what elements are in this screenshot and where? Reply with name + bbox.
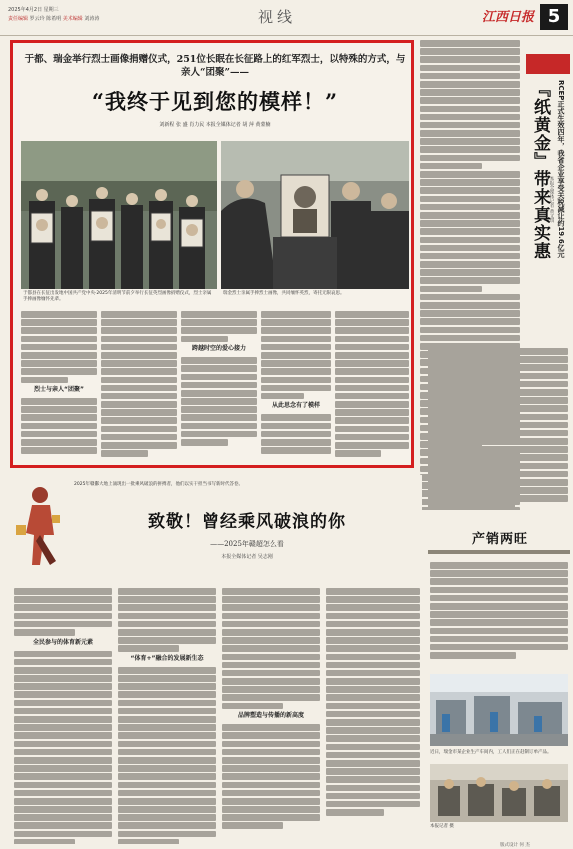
date-line: 2025年4月2日 星期三	[8, 7, 59, 13]
feature-subhead-3: 品牌塑造与传播的新高度	[237, 712, 304, 720]
lead-title: “我终于见到您的模样！”	[91, 89, 339, 114]
rcep-headline-strip	[526, 40, 570, 340]
lead-col-3	[181, 311, 257, 463]
rcep-byline: 本报全媒体记者 黄文琪	[549, 176, 554, 223]
rcep-title: 『纸黄金』带来真实惠	[530, 80, 550, 260]
feature-subhead-1: 全民参与的体育新元素	[32, 638, 93, 646]
chanxiao-intro	[430, 562, 568, 672]
banner-subtitle: ——2025年赣超怎么看	[210, 540, 284, 548]
masthead-meta	[8, 6, 99, 24]
art-editor-name: 刘涛涛	[84, 16, 100, 22]
banner-title: 致敬！曾经乘风破浪的你	[148, 512, 346, 532]
chanxiao-title: 产销两旺	[472, 532, 529, 547]
lead-subtitle: 于都、瑞金举行烈士画像捐赠仪式，251位长眠在长征路上的红军烈士，以特殊的方式，与亲人“团聚”——	[24, 54, 406, 78]
banner-byline: 本报全媒体记者 吴志刚	[221, 554, 273, 560]
chanxiao-divider	[428, 550, 570, 554]
rcep-col-right	[428, 348, 568, 516]
page-number: 5	[540, 4, 568, 30]
lead-subhead-2: 跨越时空的爱心接力	[191, 345, 246, 353]
feature-col-2	[118, 588, 216, 844]
feature-subhead-2: “体育+”融合的发展新生态	[130, 654, 204, 662]
runner-illustration	[10, 475, 68, 583]
lead-col-2	[101, 311, 177, 463]
lead-article	[10, 40, 414, 468]
lead-subhead-1: 烈士与亲人“团聚”	[34, 386, 84, 394]
masthead	[0, 0, 573, 36]
feature-banner	[10, 475, 422, 583]
feature-col-3	[222, 588, 320, 844]
rcep-kicker: RCEP正式生效四年，我省企业享受关税减让约19.6亿元	[557, 80, 565, 258]
caption-right: 瑞金烈士亲属手捧烈士画像，共同缅怀英烈，寄托无限哀思。	[223, 291, 345, 296]
photo-yudu-ceremony	[21, 141, 217, 289]
art-editor-label: 美术编辑	[62, 16, 83, 22]
editor-names: 罗云玲 陈希明	[29, 16, 62, 22]
editor-label: 责任编辑	[8, 16, 29, 22]
lead-col-1	[21, 311, 97, 463]
feature-col-4	[326, 588, 420, 844]
factory-photo-caption: 近日，瑞金市某企业生产车间内，工人们正在赶制订单产品。	[430, 750, 552, 755]
feature-body	[14, 588, 420, 844]
workshop-photo	[430, 764, 568, 822]
banner-lead-text: 2025年赣鄱大地上涌现出一批乘风破浪的拼搏者，他们以实干担当书写新时代答卷。	[74, 482, 243, 487]
factory-photo	[430, 674, 568, 746]
lead-col-4	[261, 311, 331, 463]
newspaper-logo: 江西日报	[482, 10, 535, 25]
feature-col-1	[14, 588, 112, 844]
lead-byline: 刘新程 张 盛 肖力民 本报全媒体记者 胡 萍 黄蒙楠	[159, 122, 271, 128]
lead-subhead-3: 从此思念有了模样	[271, 402, 320, 410]
lead-col-5	[335, 311, 409, 463]
caption-left: 于都县在长征出发地中国共产党中央·2025年清明节前夕举行长征英烈画像捐赠仪式，烈士亲属手捧画像缅怀先辈。	[23, 291, 212, 302]
layout-editor-credit: 版式设计 何 杰	[500, 843, 530, 848]
section-title: 视线	[258, 8, 297, 26]
headline-accent-bar	[526, 54, 570, 74]
workshop-photo-caption: 本报记者 摄	[430, 824, 454, 829]
photo-ruijin-ceremony	[221, 141, 409, 289]
